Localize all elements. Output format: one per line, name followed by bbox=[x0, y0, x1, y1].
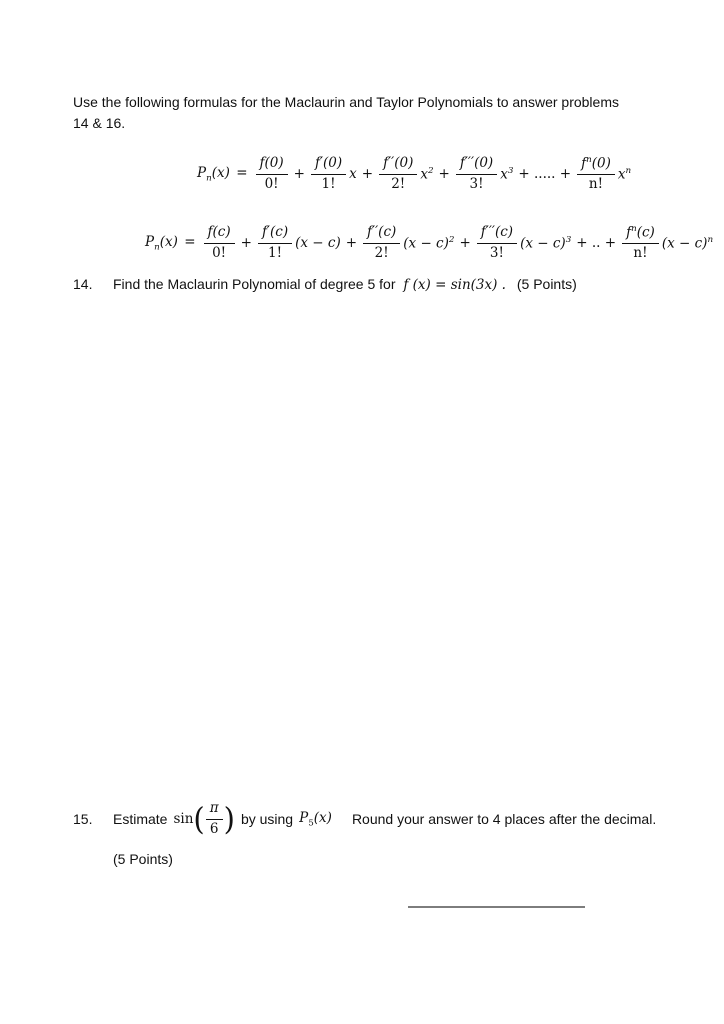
term-variable bbox=[295, 235, 341, 251]
fraction-numerator bbox=[477, 224, 517, 244]
problem-14-text bbox=[113, 276, 577, 293]
term-variable bbox=[500, 166, 513, 183]
fraction-term bbox=[256, 155, 288, 193]
fraction-denominator: n! bbox=[633, 245, 648, 262]
derivative-symbol: f′ bbox=[314, 155, 324, 172]
derivative-order-superscript: n bbox=[631, 224, 637, 234]
fraction-denominator: 1! bbox=[321, 175, 336, 192]
term-variable bbox=[662, 235, 713, 252]
plus-operator: + bbox=[361, 166, 374, 183]
polynomial-lhs bbox=[145, 234, 198, 253]
p5x-expression bbox=[299, 810, 332, 829]
derivative-symbol: f′′ bbox=[367, 224, 379, 241]
derivative-symbol: f′′′ bbox=[459, 155, 475, 172]
plus-operator: + bbox=[293, 166, 305, 183]
derivative-argument: (c) bbox=[212, 224, 231, 241]
fraction-numerator bbox=[456, 155, 497, 175]
variable-base: x bbox=[617, 166, 626, 183]
problem-14-prompt: Find the Maclaurin Polynomial of degree 5 for bbox=[113, 276, 396, 292]
variable-exponent: n bbox=[625, 166, 632, 177]
problem-15-connector: by using bbox=[240, 811, 294, 828]
variable-base: x bbox=[420, 166, 428, 183]
derivative-symbol: f′′ bbox=[383, 155, 395, 172]
fraction-numerator bbox=[204, 224, 235, 244]
fraction-denominator: 1! bbox=[268, 244, 283, 261]
poly-argument: (x) bbox=[159, 233, 178, 250]
derivative-symbol: f bbox=[626, 224, 632, 241]
fraction-numerator bbox=[363, 224, 400, 244]
sin-pi-over-6-expression bbox=[173, 800, 234, 838]
poly-subscript: n bbox=[154, 242, 160, 253]
left-paren: ( bbox=[193, 800, 205, 837]
variable-base: (x − c) bbox=[661, 235, 708, 252]
variable-exponent: 3 bbox=[565, 235, 572, 246]
fraction-denominator: n! bbox=[588, 176, 604, 193]
derivative-argument: (0) bbox=[323, 155, 343, 172]
fraction-denominator: 0! bbox=[212, 244, 227, 261]
variable-exponent: 3 bbox=[507, 166, 514, 177]
problem-15-points: (5 Points) bbox=[113, 851, 173, 867]
variable-base: (x − c) bbox=[520, 235, 566, 252]
plus-operator: + bbox=[240, 235, 252, 252]
variable-exponent: 2 bbox=[427, 166, 434, 177]
derivative-argument: (0) bbox=[264, 155, 284, 172]
derivative-argument: (c) bbox=[378, 224, 397, 241]
fraction-numerator bbox=[258, 224, 292, 244]
right-paren: ) bbox=[223, 800, 235, 837]
fraction-term bbox=[577, 155, 615, 194]
problem-15-prompt: Estimate bbox=[113, 811, 168, 828]
maclaurin-formula bbox=[197, 155, 631, 194]
plus-operator: + bbox=[438, 166, 450, 183]
derivative-symbol: f bbox=[581, 155, 587, 172]
fraction-term bbox=[379, 155, 417, 193]
variable-exponent: n bbox=[707, 235, 714, 246]
derivative-argument: (c) bbox=[494, 224, 514, 241]
equals-sign: = bbox=[179, 233, 196, 250]
taylor-formula bbox=[145, 224, 713, 263]
poly-symbol: P bbox=[299, 809, 309, 826]
polynomial-lhs bbox=[197, 165, 250, 184]
problem-14-number: 14. bbox=[73, 276, 93, 292]
derivative-argument: (0) bbox=[591, 155, 611, 172]
term-variable bbox=[349, 166, 357, 182]
fraction-term bbox=[258, 224, 292, 262]
derivative-order-superscript: n bbox=[586, 155, 592, 165]
fraction-denominator: 0! bbox=[264, 175, 279, 192]
fraction-term bbox=[622, 224, 659, 263]
term-variable bbox=[618, 166, 631, 183]
fraction-denominator: 3! bbox=[489, 244, 504, 261]
fraction-numerator bbox=[577, 155, 615, 175]
fraction-term bbox=[477, 224, 517, 262]
instructions-line-1: Use the following formulas for the Maclaurin and Taylor Polynomials to answer problems bbox=[73, 94, 619, 110]
sin-function-name: sin bbox=[173, 811, 194, 828]
fraction-denominator-6: 6 bbox=[209, 820, 219, 837]
plus-operator: + bbox=[345, 235, 358, 252]
derivative-argument: (c) bbox=[270, 224, 289, 241]
term-variable bbox=[520, 235, 571, 252]
derivative-symbol: f bbox=[207, 224, 213, 241]
fraction-numerator bbox=[256, 155, 288, 175]
variable-exponent: 2 bbox=[448, 235, 455, 246]
fraction-term bbox=[363, 224, 400, 262]
problem-15-line bbox=[113, 800, 656, 838]
plus-operator: + ..... + bbox=[518, 166, 572, 183]
fraction-denominator: 3! bbox=[469, 175, 484, 192]
variable-base: (x − c) bbox=[295, 235, 341, 252]
instructions bbox=[73, 92, 619, 134]
instructions-line-2: 14 & 16. bbox=[73, 115, 126, 131]
problem-14 bbox=[73, 276, 577, 293]
term-variable bbox=[420, 166, 433, 183]
poly-symbol: P bbox=[145, 233, 155, 250]
fraction-numerator-pi: π bbox=[206, 800, 223, 820]
equals-sign: = bbox=[231, 164, 248, 181]
poly-subscript: n bbox=[206, 173, 212, 184]
fraction-numerator bbox=[311, 155, 346, 175]
term-variable bbox=[403, 235, 454, 252]
problem-14-function-expression: f (x) = sin(3x) . bbox=[403, 277, 506, 293]
problem-15 bbox=[73, 800, 656, 838]
derivative-symbol: f bbox=[259, 155, 265, 172]
plus-operator: + .. + bbox=[576, 235, 617, 252]
fraction-term bbox=[311, 155, 346, 193]
variable-base: x bbox=[500, 166, 508, 183]
fraction-numerator bbox=[622, 224, 659, 244]
problem-15-rounding-instruction: Round your answer to 4 places after the decimal. bbox=[351, 811, 657, 828]
derivative-argument: (0) bbox=[394, 155, 414, 172]
poly-symbol: P bbox=[197, 164, 207, 181]
fraction-term bbox=[456, 155, 497, 193]
problem-15-number: 15. bbox=[73, 811, 93, 828]
derivative-argument: (0) bbox=[474, 155, 494, 172]
variable-base: x bbox=[349, 166, 357, 183]
answer-blank-line bbox=[408, 896, 585, 908]
fraction-denominator: 2! bbox=[391, 175, 406, 192]
poly-subscript: 5 bbox=[308, 818, 314, 829]
fraction-denominator: 2! bbox=[374, 244, 389, 261]
problem-14-points: (5 Points) bbox=[516, 276, 577, 292]
fraction-term bbox=[204, 224, 235, 262]
poly-argument: (x) bbox=[211, 164, 230, 181]
derivative-symbol: f′ bbox=[261, 224, 270, 241]
poly-argument: (x) bbox=[313, 809, 332, 826]
derivative-symbol: f′′′ bbox=[480, 224, 495, 241]
pi-over-6-fraction bbox=[206, 800, 223, 838]
plus-operator: + bbox=[459, 235, 471, 252]
variable-base: (x − c) bbox=[403, 235, 449, 252]
fraction-numerator bbox=[379, 155, 417, 175]
derivative-argument: (c) bbox=[636, 224, 655, 241]
